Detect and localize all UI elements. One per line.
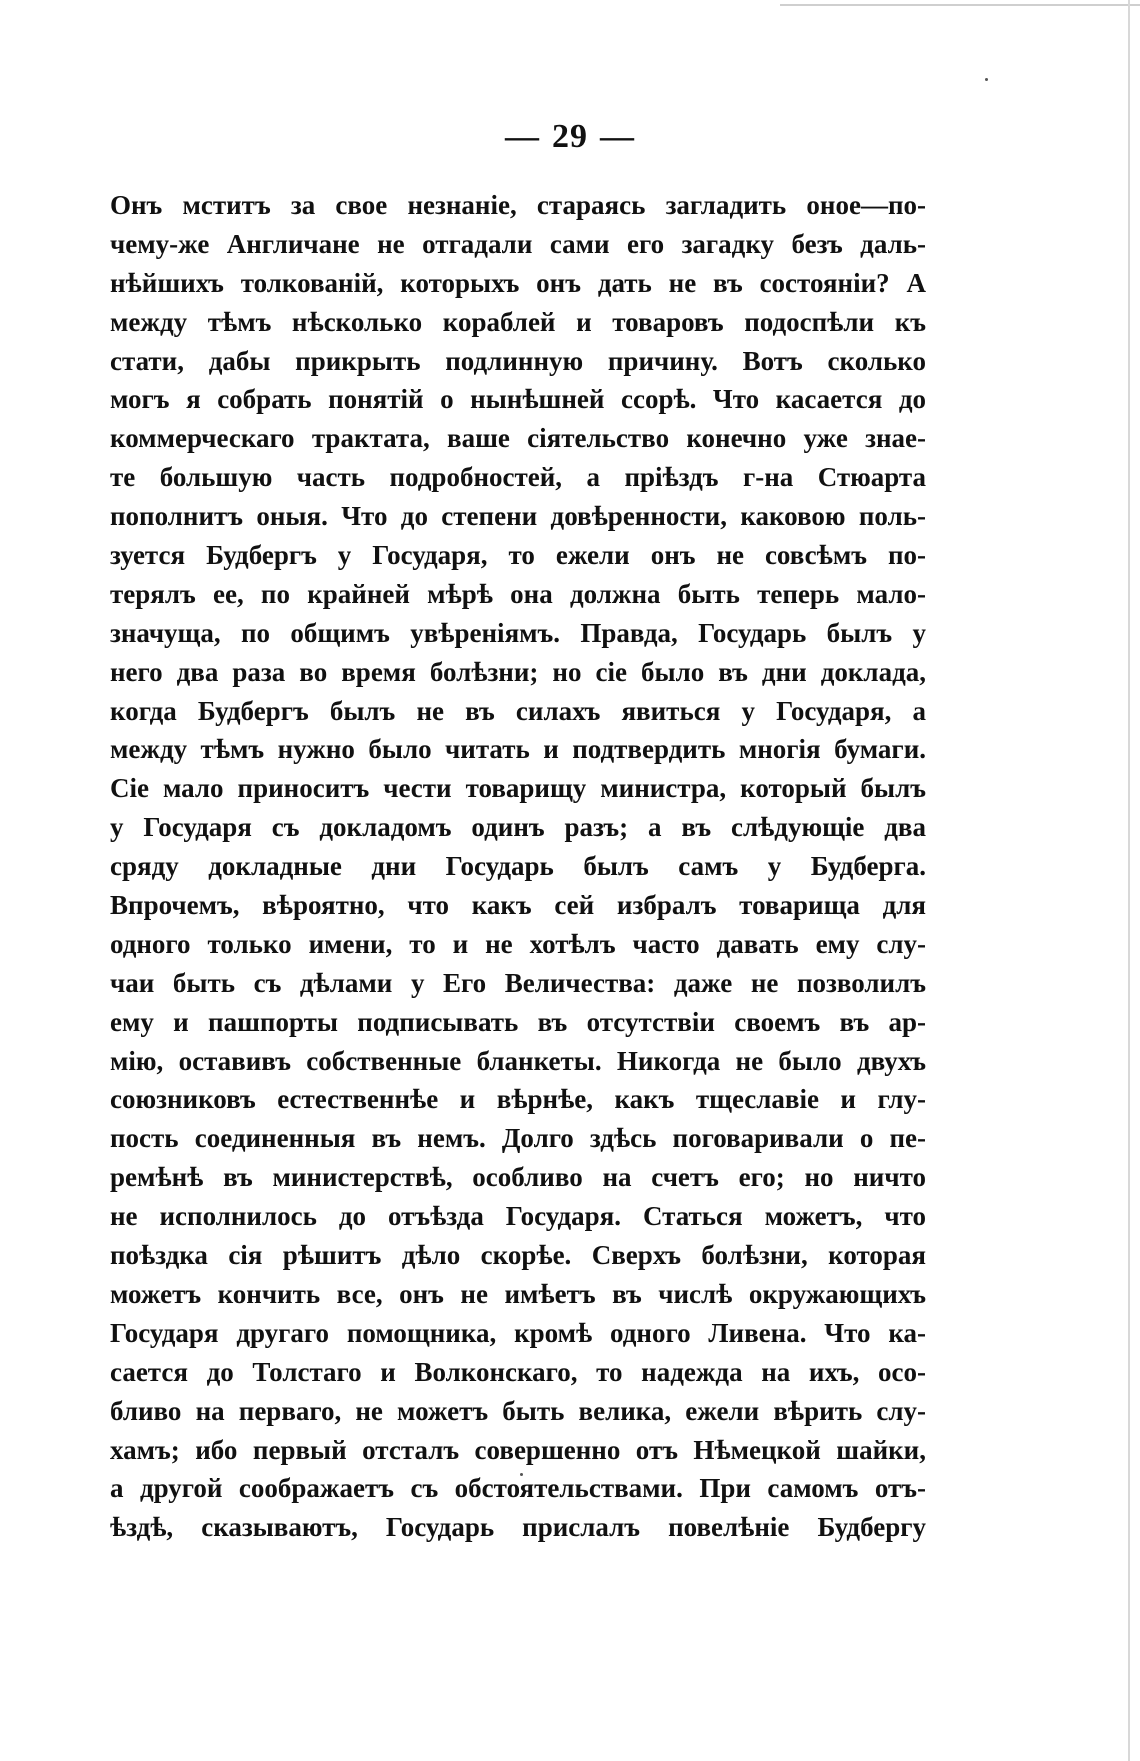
text-line: пость соединенныя въ немъ. Долго здѣсь поговаривали о пе- <box>110 1123 926 1154</box>
page-number-dash-right: — <box>600 118 635 155</box>
text-line: поѣздка сія рѣшитъ дѣло скорѣе. Сверхъ болѣзни, которая <box>110 1240 926 1271</box>
text-line: пополнитъ оныя. Что до степени довѣренности, каковою поль- <box>110 501 926 532</box>
text-line: Впрочемъ, вѣроятно, что какъ сей избралъ товарища для <box>110 890 926 921</box>
text-line: чему-же Англичане не отгадали сами его загадку безъ даль- <box>110 228 926 259</box>
page-edge-top <box>780 4 1140 6</box>
text-line: не исполнилось до отъѣзда Государя. Статься можетъ, что <box>110 1201 926 1232</box>
text-line: Сіе мало приноситъ чести товарищу министра, который былъ <box>110 773 926 804</box>
text-line: можетъ кончить все, онъ не имѣетъ въ числѣ окружающихъ <box>110 1278 926 1309</box>
text-line: между тѣмъ нужно было читать и подтвердить многія бумаги. <box>110 734 926 765</box>
text-line: ремѣнѣ въ министерствѣ, особливо на счетъ его; но ничто <box>110 1162 926 1193</box>
page-edge-right <box>1128 0 1130 1761</box>
text-line: а другой соображаетъ съ обстоятельствами. При самомъ отъ- <box>110 1473 926 1504</box>
text-line: Онъ мститъ за свое незнаніе, стараясь загладить оное—по- <box>110 190 926 220</box>
text-line: у Государя съ докладомъ одинъ разъ; а въ слѣдующіе два <box>110 812 926 843</box>
text-line: сряду докладные дни Государь былъ самъ у Будберга. <box>110 851 926 882</box>
text-line: хамъ; ибо первый отсталъ совершенно отъ Нѣмецкой шайки, <box>110 1434 926 1465</box>
text-line: бливо на перваго, не можетъ быть велика, ежели вѣрить слу- <box>110 1395 926 1426</box>
text-line: мію, оставивъ собственные бланкеты. Никогда не было двухъ <box>110 1045 926 1076</box>
text-line: Государя другаго помощника, кромѣ одного Ливена. Что ка- <box>110 1317 926 1348</box>
body-text <box>110 186 926 1547</box>
print-speck <box>985 78 988 81</box>
text-line: нѣйшихъ толкованій, которыхъ онъ дать не въ состояніи? А <box>110 267 926 298</box>
text-line: зуется Будбергъ у Государя, то ежели онъ не совсѣмъ по- <box>110 540 926 571</box>
text-line: терялъ ее, по крайней мѣрѣ она должна быть теперь мало- <box>110 578 926 609</box>
text-line: когда Будбергъ былъ не въ силахъ явиться у Государя, а <box>110 695 926 726</box>
text-line: коммерческаго трактата, ваше сіятельство конечно уже знае- <box>110 423 926 454</box>
text-line: могъ я собрать понятій о нынѣшней ссорѣ. Что касается до <box>110 384 926 415</box>
text-line: значуща, по общимъ увѣреніямъ. Правда, Государь былъ у <box>110 617 926 648</box>
text-line: одного только имени, то и не хотѣлъ часто давать ему слу- <box>110 928 926 959</box>
text-line: ему и пашпорты подписывать въ отсутствіи своемъ въ ар- <box>110 1006 926 1037</box>
text-line: между тѣмъ нѣсколько кораблей и товаровъ подоспѣли къ <box>110 306 926 337</box>
page-number-dash-left: — <box>505 118 540 155</box>
text-line: стати, дабы прикрыть подлинную причину. Вотъ сколько <box>110 345 926 376</box>
text-line: союзниковъ естественнѣе и вѣрнѣе, какъ тщеславіе и глу- <box>110 1084 926 1115</box>
page-number-value: 29 <box>552 118 588 155</box>
text-line: сается до Толстаго и Волконскаго, то надежда на ихъ, осо- <box>110 1356 926 1387</box>
text-line: чаи быть съ дѣлами у Его Величества: даже не позволилъ <box>110 967 926 998</box>
page-number <box>0 118 1140 156</box>
text-line: него два раза во время болѣзни; но сіе было въ дни доклада, <box>110 656 926 687</box>
text-line: те большую часть подробностей, а пріѣздъ г-на Стюарта <box>110 462 926 493</box>
text-line: ѣздѣ, сказываютъ, Государь прислалъ повелѣніе Будбергу <box>110 1512 926 1543</box>
